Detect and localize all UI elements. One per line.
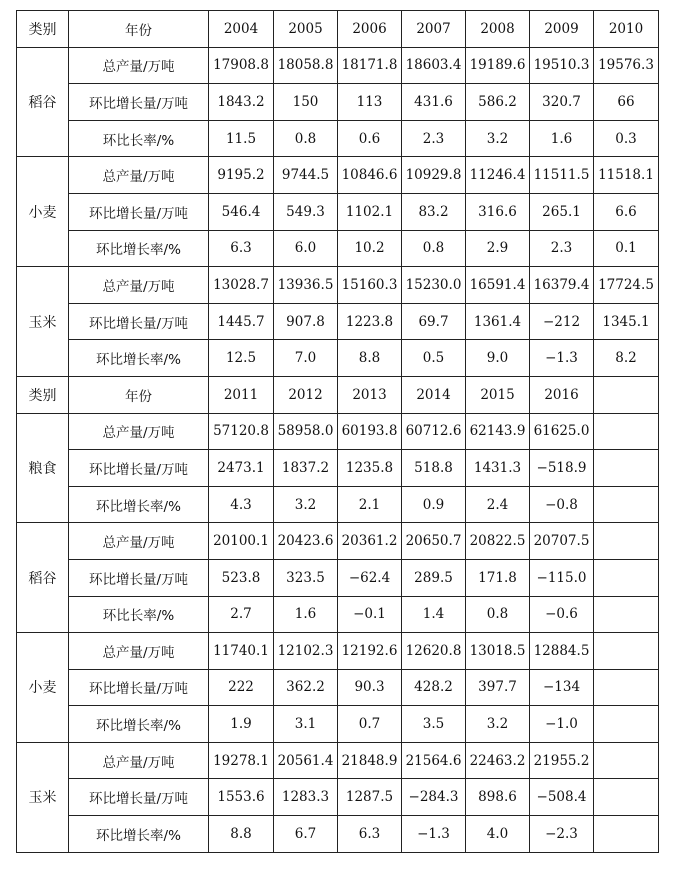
value-cell: 222 xyxy=(209,669,274,706)
category-cell: 小麦 xyxy=(17,633,69,743)
value-cell: 171.8 xyxy=(466,559,530,596)
data-row xyxy=(17,413,659,450)
value-cell: 13028.7 xyxy=(209,267,274,304)
header-year-cell: 2005 xyxy=(274,11,338,48)
value-cell: 9195.2 xyxy=(209,157,274,194)
value-cell: 12192.6 xyxy=(338,633,402,670)
value-cell: 3.5 xyxy=(402,706,466,743)
value-cell: 362.2 xyxy=(274,669,338,706)
value-cell: 150 xyxy=(274,84,338,121)
value-cell: 8.8 xyxy=(338,340,402,377)
value-cell: 907.8 xyxy=(274,303,338,340)
value-cell: 57120.8 xyxy=(209,413,274,450)
data-row xyxy=(17,633,659,670)
value-cell: 20822.5 xyxy=(466,523,530,560)
value-cell: 289.5 xyxy=(402,559,466,596)
value-cell: 323.5 xyxy=(274,559,338,596)
value-cell xyxy=(594,596,659,633)
value-cell: 316.6 xyxy=(466,193,530,230)
metric-label-cell: 总产量/万吨 xyxy=(69,523,209,560)
value-cell: 19510.3 xyxy=(530,47,594,84)
value-cell: 18058.8 xyxy=(274,47,338,84)
metric-label-cell: 环比增长率/% xyxy=(69,706,209,743)
metric-label-cell: 环比增长量/万吨 xyxy=(69,450,209,487)
header-year-label: 年份 xyxy=(69,11,209,48)
category-cell: 稻谷 xyxy=(17,47,69,157)
value-cell: 2.3 xyxy=(402,120,466,157)
value-cell: 265.1 xyxy=(530,193,594,230)
value-cell: 2.1 xyxy=(338,486,402,523)
value-cell: −284.3 xyxy=(402,779,466,816)
header-year-cell: 2007 xyxy=(402,11,466,48)
metric-label-cell: 总产量/万吨 xyxy=(69,742,209,779)
value-cell xyxy=(594,633,659,670)
value-cell: −518.9 xyxy=(530,450,594,487)
value-cell: 12.5 xyxy=(209,340,274,377)
value-cell: 0.5 xyxy=(402,340,466,377)
data-row xyxy=(17,340,659,377)
metric-label-cell: 环比增长量/万吨 xyxy=(69,193,209,230)
value-cell: 1102.1 xyxy=(338,193,402,230)
data-row xyxy=(17,669,659,706)
value-cell xyxy=(594,816,659,853)
value-cell: 15160.3 xyxy=(338,267,402,304)
value-cell: 83.2 xyxy=(402,193,466,230)
value-cell: −1.0 xyxy=(530,706,594,743)
value-cell: −0.6 xyxy=(530,596,594,633)
value-cell: 428.2 xyxy=(402,669,466,706)
value-cell: 11511.5 xyxy=(530,157,594,194)
value-cell: −0.1 xyxy=(338,596,402,633)
data-row xyxy=(17,486,659,523)
value-cell: 7.0 xyxy=(274,340,338,377)
value-cell: 8.8 xyxy=(209,816,274,853)
value-cell: 60193.8 xyxy=(338,413,402,450)
value-cell: 3.2 xyxy=(466,120,530,157)
value-cell: −0.8 xyxy=(530,486,594,523)
value-cell: 6.3 xyxy=(338,816,402,853)
category-cell: 稻谷 xyxy=(17,523,69,633)
value-cell: 6.7 xyxy=(274,816,338,853)
value-cell: 12620.8 xyxy=(402,633,466,670)
value-cell: 8.2 xyxy=(594,340,659,377)
value-cell: 13936.5 xyxy=(274,267,338,304)
header-year-cell: 2012 xyxy=(274,376,338,413)
header-category-label: 类别 xyxy=(17,376,69,413)
value-cell: 3.2 xyxy=(466,706,530,743)
value-cell: 6.0 xyxy=(274,230,338,267)
data-row xyxy=(17,523,659,560)
value-cell: −1.3 xyxy=(402,816,466,853)
value-cell: 1.6 xyxy=(274,596,338,633)
data-row xyxy=(17,120,659,157)
value-cell: 113 xyxy=(338,84,402,121)
value-cell: 20650.7 xyxy=(402,523,466,560)
metric-label-cell: 环比增长量/万吨 xyxy=(69,669,209,706)
value-cell: 2.4 xyxy=(466,486,530,523)
value-cell xyxy=(594,706,659,743)
value-cell xyxy=(594,779,659,816)
value-cell: 11740.1 xyxy=(209,633,274,670)
value-cell: 1843.2 xyxy=(209,84,274,121)
value-cell: −62.4 xyxy=(338,559,402,596)
metric-label-cell: 环比增长率/% xyxy=(69,340,209,377)
value-cell: 2473.1 xyxy=(209,450,274,487)
value-cell: 18171.8 xyxy=(338,47,402,84)
value-cell: 0.1 xyxy=(594,230,659,267)
metric-label-cell: 总产量/万吨 xyxy=(69,157,209,194)
value-cell: 12884.5 xyxy=(530,633,594,670)
metric-label-cell: 环比增长量/万吨 xyxy=(69,559,209,596)
value-cell: 320.7 xyxy=(530,84,594,121)
value-cell: 18603.4 xyxy=(402,47,466,84)
value-cell: 1287.5 xyxy=(338,779,402,816)
value-cell: 69.7 xyxy=(402,303,466,340)
value-cell: 1431.3 xyxy=(466,450,530,487)
header-year-cell: 2011 xyxy=(209,376,274,413)
data-row xyxy=(17,596,659,633)
metric-label-cell: 总产量/万吨 xyxy=(69,267,209,304)
value-cell: 20423.6 xyxy=(274,523,338,560)
value-cell: 3.2 xyxy=(274,486,338,523)
value-cell: 17908.8 xyxy=(209,47,274,84)
value-cell: 546.4 xyxy=(209,193,274,230)
value-cell: 10.2 xyxy=(338,230,402,267)
value-cell: 11246.4 xyxy=(466,157,530,194)
value-cell: 518.8 xyxy=(402,450,466,487)
value-cell: 0.7 xyxy=(338,706,402,743)
value-cell: 58958.0 xyxy=(274,413,338,450)
value-cell: 431.6 xyxy=(402,84,466,121)
metric-label-cell: 环比长率/% xyxy=(69,596,209,633)
value-cell xyxy=(594,450,659,487)
value-cell xyxy=(594,742,659,779)
value-cell: 20100.1 xyxy=(209,523,274,560)
value-cell: 1.9 xyxy=(209,706,274,743)
metric-label-cell: 环比增长量/万吨 xyxy=(69,84,209,121)
header-year-cell: 2015 xyxy=(466,376,530,413)
value-cell: 19189.6 xyxy=(466,47,530,84)
value-cell: 397.7 xyxy=(466,669,530,706)
value-cell: 4.0 xyxy=(466,816,530,853)
header-year-cell: 2008 xyxy=(466,11,530,48)
value-cell: 0.9 xyxy=(402,486,466,523)
header-year-cell xyxy=(594,376,659,413)
metric-label-cell: 总产量/万吨 xyxy=(69,413,209,450)
header-year-cell: 2014 xyxy=(402,376,466,413)
value-cell: 66 xyxy=(594,84,659,121)
value-cell: 1345.1 xyxy=(594,303,659,340)
value-cell: 1445.7 xyxy=(209,303,274,340)
value-cell: 0.8 xyxy=(466,596,530,633)
data-row xyxy=(17,267,659,304)
category-cell: 粮食 xyxy=(17,413,69,523)
value-cell: 11518.1 xyxy=(594,157,659,194)
value-cell: 10846.6 xyxy=(338,157,402,194)
value-cell xyxy=(594,669,659,706)
value-cell xyxy=(594,559,659,596)
header-year-cell: 2009 xyxy=(530,11,594,48)
value-cell: 13018.5 xyxy=(466,633,530,670)
section2-header-row xyxy=(17,376,659,413)
data-row xyxy=(17,230,659,267)
value-cell: 1.6 xyxy=(530,120,594,157)
value-cell: 1223.8 xyxy=(338,303,402,340)
metric-label-cell: 环比增长率/% xyxy=(69,230,209,267)
value-cell: 20361.2 xyxy=(338,523,402,560)
data-row xyxy=(17,157,659,194)
value-cell: 1361.4 xyxy=(466,303,530,340)
value-cell: 1837.2 xyxy=(274,450,338,487)
value-cell: 0.3 xyxy=(594,120,659,157)
data-row xyxy=(17,303,659,340)
header-category-label: 类别 xyxy=(17,11,69,48)
value-cell: 21848.9 xyxy=(338,742,402,779)
value-cell xyxy=(594,413,659,450)
value-cell: 0.8 xyxy=(274,120,338,157)
data-row xyxy=(17,450,659,487)
value-cell: 19576.3 xyxy=(594,47,659,84)
value-cell: 586.2 xyxy=(466,84,530,121)
value-cell: 20561.4 xyxy=(274,742,338,779)
value-cell: 0.6 xyxy=(338,120,402,157)
value-cell: 15230.0 xyxy=(402,267,466,304)
header-year-cell: 2013 xyxy=(338,376,402,413)
value-cell: 1235.8 xyxy=(338,450,402,487)
value-cell: 20707.5 xyxy=(530,523,594,560)
data-row xyxy=(17,84,659,121)
value-cell: 898.6 xyxy=(466,779,530,816)
data-row xyxy=(17,559,659,596)
value-cell: −1.3 xyxy=(530,340,594,377)
value-cell: 22463.2 xyxy=(466,742,530,779)
header-year-cell: 2010 xyxy=(594,11,659,48)
value-cell xyxy=(594,486,659,523)
data-row xyxy=(17,193,659,230)
value-cell: 1283.3 xyxy=(274,779,338,816)
value-cell: 60712.6 xyxy=(402,413,466,450)
header-year-cell: 2016 xyxy=(530,376,594,413)
value-cell: 21564.6 xyxy=(402,742,466,779)
category-cell: 玉米 xyxy=(17,267,69,377)
value-cell: 9744.5 xyxy=(274,157,338,194)
data-row xyxy=(17,816,659,853)
value-cell: 1.4 xyxy=(402,596,466,633)
value-cell: −134 xyxy=(530,669,594,706)
value-cell: −212 xyxy=(530,303,594,340)
value-cell: 17724.5 xyxy=(594,267,659,304)
value-cell: 523.8 xyxy=(209,559,274,596)
value-cell: 549.3 xyxy=(274,193,338,230)
header-year-label: 年份 xyxy=(69,376,209,413)
value-cell: 61625.0 xyxy=(530,413,594,450)
value-cell: 0.8 xyxy=(402,230,466,267)
data-row xyxy=(17,742,659,779)
value-cell: 11.5 xyxy=(209,120,274,157)
data-row xyxy=(17,47,659,84)
value-cell: 4.3 xyxy=(209,486,274,523)
value-cell: 2.9 xyxy=(466,230,530,267)
category-cell: 玉米 xyxy=(17,742,69,852)
metric-label-cell: 环比增长率/% xyxy=(69,816,209,853)
value-cell: −115.0 xyxy=(530,559,594,596)
value-cell: 6.6 xyxy=(594,193,659,230)
value-cell: 1553.6 xyxy=(209,779,274,816)
value-cell: 21955.2 xyxy=(530,742,594,779)
metric-label-cell: 环比增长率/% xyxy=(69,486,209,523)
value-cell: −508.4 xyxy=(530,779,594,816)
value-cell: 16379.4 xyxy=(530,267,594,304)
value-cell: 10929.8 xyxy=(402,157,466,194)
value-cell: 90.3 xyxy=(338,669,402,706)
value-cell xyxy=(594,523,659,560)
category-cell: 小麦 xyxy=(17,157,69,267)
value-cell: −2.3 xyxy=(530,816,594,853)
header-year-cell: 2006 xyxy=(338,11,402,48)
data-row xyxy=(17,706,659,743)
value-cell: 2.3 xyxy=(530,230,594,267)
value-cell: 3.1 xyxy=(274,706,338,743)
metric-label-cell: 总产量/万吨 xyxy=(69,47,209,84)
value-cell: 6.3 xyxy=(209,230,274,267)
value-cell: 16591.4 xyxy=(466,267,530,304)
metric-label-cell: 环比长率/% xyxy=(69,120,209,157)
metric-label-cell: 总产量/万吨 xyxy=(69,633,209,670)
header-year-cell: 2004 xyxy=(209,11,274,48)
metric-label-cell: 环比增长量/万吨 xyxy=(69,303,209,340)
value-cell: 12102.3 xyxy=(274,633,338,670)
grain-production-table xyxy=(16,10,659,853)
value-cell: 62143.9 xyxy=(466,413,530,450)
data-row xyxy=(17,779,659,816)
section1-header-row xyxy=(17,11,659,48)
metric-label-cell: 环比增长量/万吨 xyxy=(69,779,209,816)
value-cell: 19278.1 xyxy=(209,742,274,779)
value-cell: 2.7 xyxy=(209,596,274,633)
value-cell: 9.0 xyxy=(466,340,530,377)
